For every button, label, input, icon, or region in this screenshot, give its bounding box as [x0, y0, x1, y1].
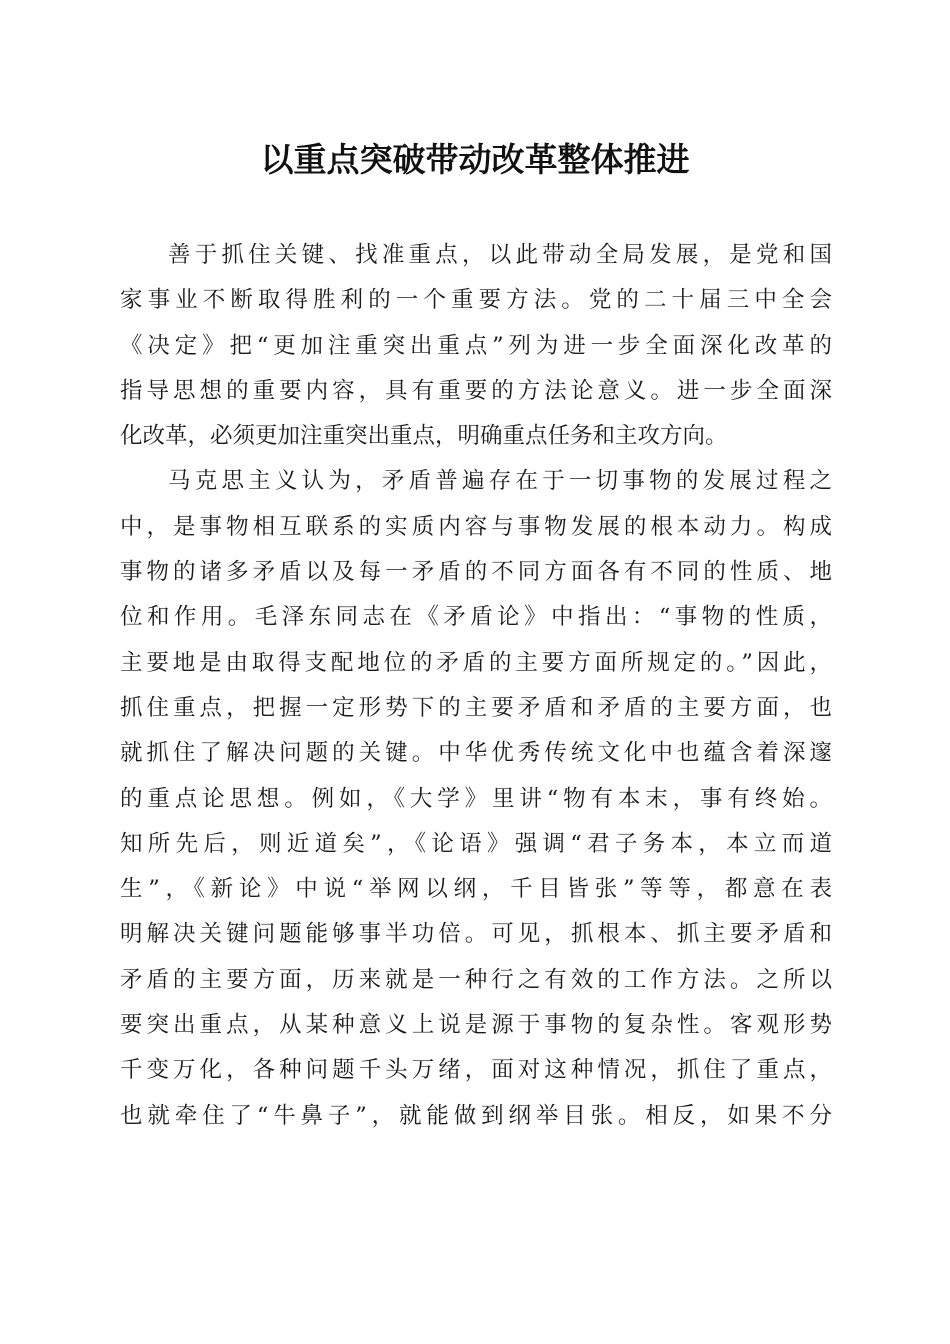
paragraph-2-line-10: 生”，《新论》中说“举网以纲，千目皆张”等等，都意在表 — [120, 876, 832, 903]
paragraph-2-line-7: 就抓住了解决问题的关键。中华优秀传统文化中也蕴含着深邃 — [120, 740, 832, 767]
paragraph-2-line-11: 明解决关键问题能够事半功倍。可见，抓根本、抓主要矛盾和 — [120, 921, 832, 948]
paragraph-1-line-5: 化改革，必须更加注重突出重点，明确重点任务和主攻方向。 — [120, 423, 728, 450]
paragraph-1-line-2: 家事业不断取得胜利的一个重要方法。党的二十届三中全会 — [120, 287, 832, 314]
paragraph-1-line-4: 指导思想的重要内容，具有重要的方法论意义。进一步全面深 — [120, 377, 832, 404]
document-title: 以重点突破带动改革整体推进 — [260, 140, 690, 179]
paragraph-2-line-8: 的重点论思想。例如，《大学》里讲“物有本末，事有终始。 — [120, 785, 832, 812]
document-body — [120, 233, 832, 1139]
paragraph-2-line-2: 中，是事物相互联系的实质内容与事物发展的根本动力。构成 — [120, 513, 832, 540]
paragraph-2-line-3: 事物的诸多矛盾以及每一矛盾的不同方面各有不同的性质、地 — [120, 559, 832, 586]
paragraph-1-line-1: 善于抓住关键、找准重点，以此带动全局发展，是党和国 — [168, 242, 832, 268]
paragraph-2-line-12: 矛盾的主要方面，历来就是一种行之有效的工作方法。之所以 — [120, 966, 832, 993]
paragraph-2-line-15: 也就牵住了“牛鼻子”，就能做到纲举目张。相反，如果不分 — [120, 1102, 832, 1129]
paragraph-1-line-3: 《决定》把“更加注重突出重点”列为进一步全面深化改革的 — [120, 332, 832, 359]
paragraph-2-line-14: 千变万化，各种问题千头万绪，面对这种情况，抓住了重点， — [120, 1057, 832, 1084]
paragraph-2-line-13: 要突出重点，从某种意义上说是源于事物的复杂性。客观形势 — [120, 1012, 832, 1039]
paragraph-2-line-6: 抓住重点，把握一定形势下的主要矛盾和矛盾的主要方面，也 — [120, 694, 832, 721]
paragraph-2-line-4: 位和作用。毛泽东同志在《矛盾论》中指出：“事物的性质， — [120, 604, 832, 631]
paragraph-2-line-5: 主要地是由取得支配地位的矛盾的主要方面所规定的。”因此， — [120, 649, 832, 676]
paragraph-2-line-9: 知所先后，则近道矣”，《论语》强调“君子务本，本立而道 — [120, 830, 832, 857]
paragraph-2-line-1: 马克思主义认为，矛盾普遍存在于一切事物的发展过程之 — [168, 468, 832, 495]
